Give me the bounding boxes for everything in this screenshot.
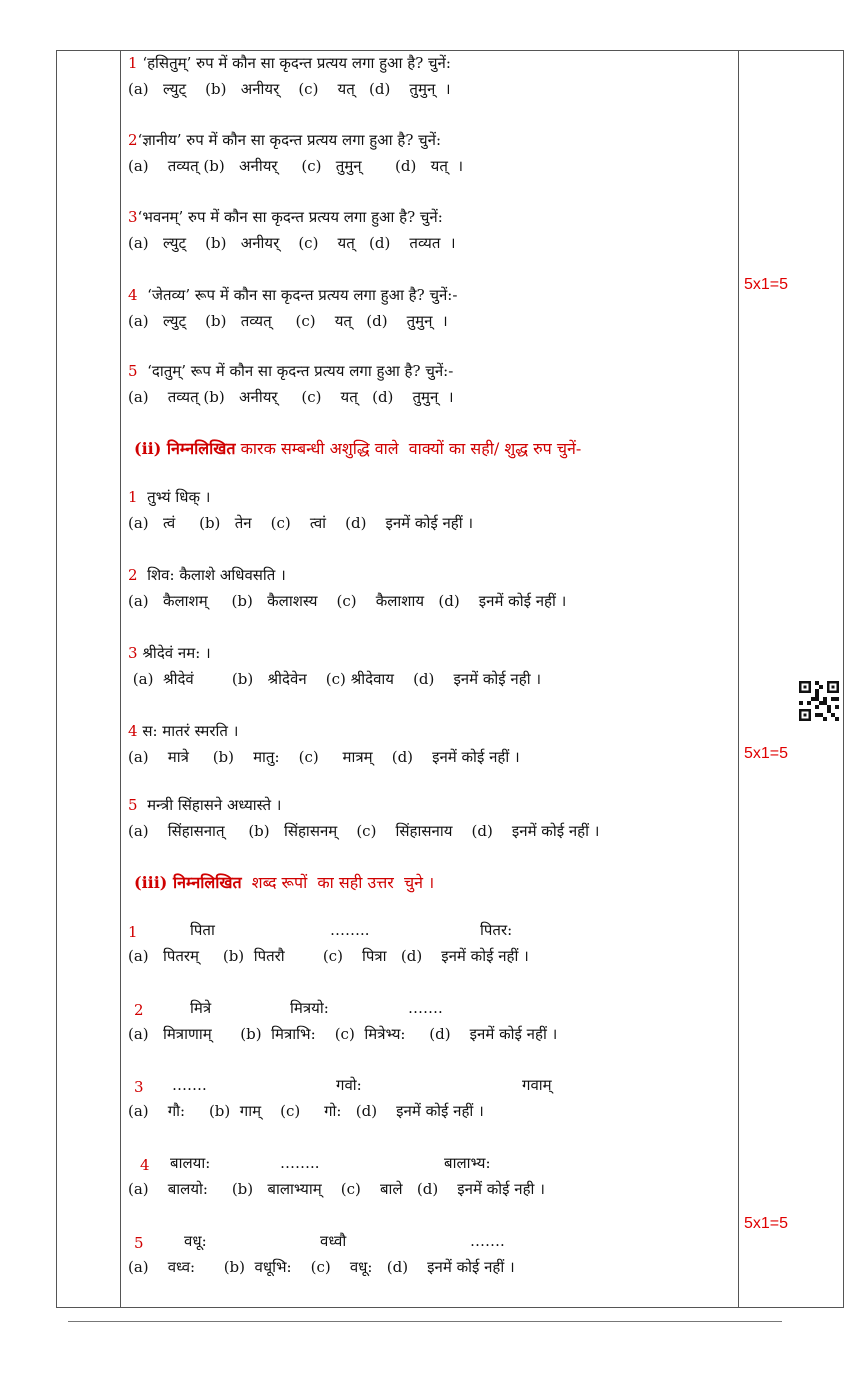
question-line [128,644,211,662]
word-form: मित्रयो: [290,999,329,1017]
question-number: 5 [128,796,138,814]
word-form: गवो: [336,1076,362,1094]
options-line: (a) मित्राणाम् (b) मित्राभि: (c) मित्रेभ्य: (d) इनमें कोई नहीं । [128,1025,558,1043]
heading-text: शब्द रूपों का सही उत्तर चुने । [241,873,435,892]
question-number: 1 [128,54,138,72]
word-form: गवाम् [522,1076,552,1094]
options-line: (a) मात्रे (b) मातु: (c) मात्रम् (d) इनमें कोई नहीं । [128,748,520,766]
word-form: बालया: [170,1154,211,1172]
heading-bold: (ii) निम्नलिखित [134,439,236,458]
question-text: स: मातरं स्मरति । [137,722,239,740]
question-number: 2 [134,1001,144,1019]
options-line: (a) पितरम् (b) पितरौ (c) पित्रा (d) इनमें कोई नहीं । [128,947,529,965]
section-heading [134,874,434,892]
question-line [128,131,441,149]
question-number: 3 [128,644,138,662]
footer-rule [68,1321,782,1322]
word-form: वधू: [184,1232,207,1250]
word-form: ……. [408,999,443,1017]
question-text: ‘भवनम्’ रुप में कौन सा कृदन्त प्रत्यय लगा हुआ है? चुनें: [137,208,443,226]
options-line: (a) कैलाशम् (b) कैलाशस्य (c) कैलाशाय (d) इनमें कोई नहीं । [128,592,567,610]
word-form: वध्वौ [320,1232,347,1250]
word-form: …….. [330,921,370,939]
question-number: 5 [134,1234,144,1252]
question-text: ‘हसितुम्’ रुप में कौन सा कृदन्त प्रत्यय लगा हुआ है? चुनें: [137,54,451,72]
question-number: 4 [140,1156,150,1174]
question-text: ‘दातुम्’ रूप में कौन सा कृदन्त प्रत्यय लगा हुआ है? चुनें:- [137,362,454,380]
section-heading [134,440,581,458]
heading-text: कारक सम्बन्धी अशुद्धि वाले वाक्यों का सही/ शुद्ध रुप चुनें- [235,439,582,458]
question-line [128,796,282,814]
options-line: (a) गौ: (b) गाम् (c) गो: (d) इनमें कोई नहीं । [128,1102,484,1120]
question-line [128,208,443,226]
marks-label: 5x1=5 [744,1215,789,1232]
question-line [128,722,238,740]
question-number: 4 [128,722,138,740]
question-text: तुभ्यं धिक् । [137,488,211,506]
word-form: ……. [172,1076,207,1094]
question-number: 1 [128,923,138,941]
word-form: मित्रे [190,999,212,1017]
qr-code-icon [799,681,839,721]
question-text: मन्त्री सिंहासने अध्यास्ते । [137,796,282,814]
question-line [128,362,453,380]
question-line [128,286,457,304]
options-line: (a) सिंहासनात् (b) सिंहासनम् (c) सिंहासनाय (d) इनमें कोई नहीं । [128,822,600,840]
word-form: बालाभ्य: [444,1154,491,1172]
marks-label: 5x1=5 [744,745,789,762]
options-line: (a) ल्युट् (b) अनीयर् (c) यत् (d) तुमुन् । [128,80,451,98]
word-form: …….. [280,1154,320,1172]
marks-label: 5x1=5 [744,276,789,293]
heading-bold: (iii) निम्नलिखित [134,873,242,892]
options-line: (a) तव्यत् (b) अनीयर् (c) यत् (d) तुमुन् । [128,388,454,406]
options-line: (a) श्रीदेवं (b) श्रीदेवेन (c) श्रीदेवाय (d) इनमें कोई नही । [128,670,542,688]
question-line [128,54,451,72]
options-line: (a) तव्यत् (b) अनीयर् (c) तुमुन् (d) यत् । [128,157,464,175]
question-number: 3 [128,208,138,226]
question-line [128,566,286,584]
question-number: 5 [128,362,138,380]
question-text: श्रीदेवं नम: । [137,644,211,662]
question-number: 2 [128,131,138,149]
question-number: 2 [128,566,138,584]
options-line: (a) ल्युट् (b) तव्यत् (c) यत् (d) तुमुन् । [128,312,448,330]
column-divider [120,51,121,1307]
options-line: (a) त्वं (b) तेन (c) त्वां (d) इनमें कोई नहीं । [128,514,474,532]
question-text: ‘जेतव्य’ रूप में कौन सा कृदन्त प्रत्यय लगा हुआ है? चुनें:- [137,286,458,304]
word-form: ……. [470,1232,505,1250]
options-line: (a) वध्व: (b) वधूभि: (c) वधू: (d) इनमें कोई नहीं । [128,1258,515,1276]
question-number: 4 [128,286,138,304]
question-number: 3 [134,1078,144,1096]
question-number: 1 [128,488,138,506]
question-line [128,488,210,506]
question-text: शिव: कैलाशे अधिवसति । [137,566,286,584]
word-form: पिता [190,921,215,939]
options-line: (a) ल्युट् (b) अनीयर् (c) यत् (d) तव्यत । [128,234,456,252]
word-form: पितर: [480,921,513,939]
column-divider [738,51,739,1307]
options-line: (a) बालयो: (b) बालाभ्याम् (c) बाले (d) इनमें कोई नही । [128,1180,545,1198]
question-text: ‘ज्ञानीय’ रुप में कौन सा कृदन्त प्रत्यय लगा हुआ है? चुनें: [137,131,442,149]
